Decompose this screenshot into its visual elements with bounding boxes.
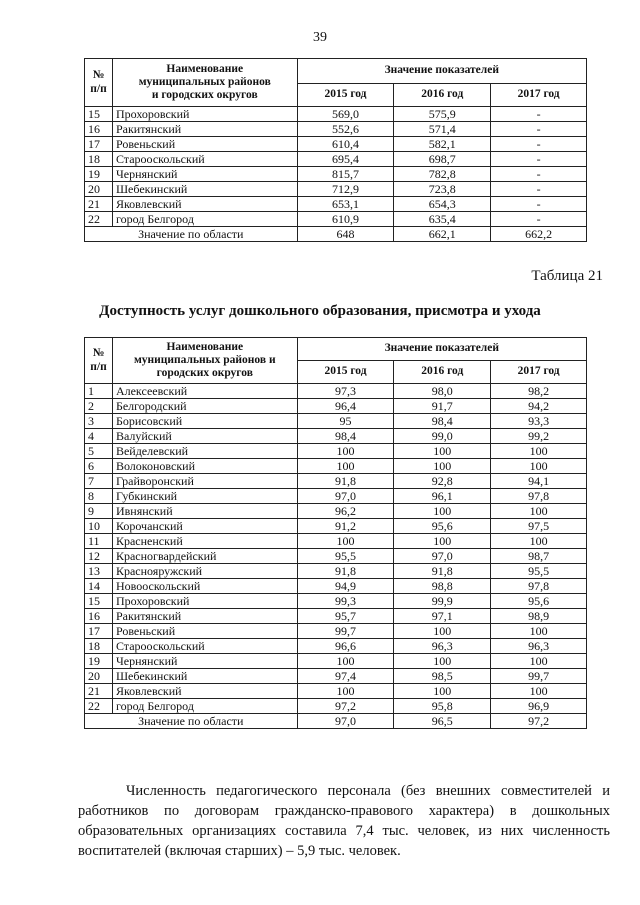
header-year-2016: 2016 год (394, 361, 491, 384)
row-name: Губкинский (112, 489, 297, 504)
table-preschool-availability (84, 337, 587, 729)
row-value-2015: 98,4 (297, 429, 394, 444)
row-value-2015: 100 (297, 444, 394, 459)
row-num: 10 (85, 519, 113, 534)
row-num: 6 (85, 459, 113, 474)
row-value-2016: 91,7 (394, 399, 491, 414)
row-num: 12 (85, 549, 113, 564)
row-value-2016: 100 (394, 504, 491, 519)
row-value-2017: 100 (491, 654, 587, 669)
row-value-2015: 610,4 (297, 137, 394, 152)
row-name: Ракитянский (112, 609, 297, 624)
table-row (85, 182, 587, 197)
row-value-2015: 94,9 (297, 579, 394, 594)
row-name: Ровеньский (112, 624, 297, 639)
row-num: 17 (85, 624, 113, 639)
row-value-2017: 98,2 (491, 384, 587, 399)
row-value-2017: 97,8 (491, 579, 587, 594)
row-value-2017: 93,3 (491, 414, 587, 429)
row-value-2015: 100 (297, 534, 394, 549)
total-row (85, 227, 587, 242)
table-row (85, 399, 587, 414)
row-value-2017: 96,3 (491, 639, 587, 654)
row-value-2017: 99,7 (491, 669, 587, 684)
total-value-2017: 662,2 (491, 227, 587, 242)
row-value-2016: 698,7 (394, 152, 491, 167)
row-value-2017: 94,2 (491, 399, 587, 414)
row-num: 20 (85, 669, 113, 684)
row-value-2016: 100 (394, 654, 491, 669)
table-row (85, 534, 587, 549)
row-num: 13 (85, 564, 113, 579)
header-values-group: Значение показателей (297, 338, 586, 361)
table-row (85, 429, 587, 444)
table-row (85, 699, 587, 714)
table-row (85, 669, 587, 684)
row-value-2016: 98,0 (394, 384, 491, 399)
row-num: 4 (85, 429, 113, 444)
row-num: 17 (85, 137, 113, 152)
row-name: Грайворонский (112, 474, 297, 489)
row-name: Белгородский (112, 399, 297, 414)
row-name: Чернянский (112, 167, 297, 182)
table-row (85, 684, 587, 699)
row-num: 20 (85, 182, 113, 197)
row-value-2016: 100 (394, 534, 491, 549)
row-name: Краснояружский (112, 564, 297, 579)
row-num: 18 (85, 639, 113, 654)
row-value-2017: 99,2 (491, 429, 587, 444)
table-title: Доступность услуг дошкольного образования, присмотра и ухода (99, 303, 541, 319)
table-row (85, 654, 587, 669)
header-year-2015: 2015 год (297, 361, 394, 384)
row-value-2016: 98,8 (394, 579, 491, 594)
table-row (85, 459, 587, 474)
row-name: Корочанский (112, 519, 297, 534)
table-row (85, 122, 587, 137)
row-value-2016: 95,8 (394, 699, 491, 714)
row-value-2015: 96,6 (297, 639, 394, 654)
row-value-2015: 91,2 (297, 519, 394, 534)
row-value-2016: 95,6 (394, 519, 491, 534)
row-value-2015: 100 (297, 459, 394, 474)
table-row (85, 414, 587, 429)
row-name: Яковлевский (112, 197, 297, 212)
row-name: Шебекинский (112, 669, 297, 684)
row-value-2017: 100 (491, 459, 587, 474)
row-num: 8 (85, 489, 113, 504)
row-value-2015: 91,8 (297, 564, 394, 579)
table-row (85, 167, 587, 182)
row-value-2017: - (491, 182, 587, 197)
total-value-2015: 97,0 (297, 714, 394, 729)
row-num: 3 (85, 414, 113, 429)
row-value-2017: - (491, 197, 587, 212)
total-label: Значение по области (85, 714, 298, 729)
row-value-2016: 92,8 (394, 474, 491, 489)
row-name: Ровеньский (112, 137, 297, 152)
total-value-2015: 648 (297, 227, 394, 242)
row-value-2015: 96,2 (297, 504, 394, 519)
row-name: Прохоровский (112, 107, 297, 122)
row-value-2015: 815,7 (297, 167, 394, 182)
row-value-2015: 695,4 (297, 152, 394, 167)
row-value-2017: 98,7 (491, 549, 587, 564)
table-row (85, 444, 587, 459)
row-name: Валуйский (112, 429, 297, 444)
row-value-2015: 712,9 (297, 182, 394, 197)
row-name: Волоконовский (112, 459, 297, 474)
row-value-2017: - (491, 137, 587, 152)
row-name: Яковлевский (112, 684, 297, 699)
row-value-2015: 97,3 (297, 384, 394, 399)
row-value-2017: 95,5 (491, 564, 587, 579)
table-row (85, 564, 587, 579)
header-year-2017: 2017 год (491, 361, 587, 384)
row-value-2017: 95,6 (491, 594, 587, 609)
row-name: Прохоровский (112, 594, 297, 609)
table-row (85, 519, 587, 534)
row-value-2015: 552,6 (297, 122, 394, 137)
row-num: 5 (85, 444, 113, 459)
row-value-2016: 99,9 (394, 594, 491, 609)
table-row (85, 609, 587, 624)
table-row (85, 384, 587, 399)
row-name: Красногвардейский (112, 549, 297, 564)
row-name: Ракитянский (112, 122, 297, 137)
row-value-2015: 653,1 (297, 197, 394, 212)
header-year-2016: 2016 год (394, 84, 491, 107)
row-num: 16 (85, 609, 113, 624)
row-num: 9 (85, 504, 113, 519)
row-value-2016: 575,9 (394, 107, 491, 122)
row-name: город Белгород (112, 212, 297, 227)
row-value-2016: 96,1 (394, 489, 491, 504)
row-value-2017: 98,9 (491, 609, 587, 624)
row-value-2015: 99,3 (297, 594, 394, 609)
row-value-2017: 100 (491, 624, 587, 639)
table-row (85, 639, 587, 654)
row-num: 18 (85, 152, 113, 167)
total-value-2016: 96,5 (394, 714, 491, 729)
row-name: Ивнянский (112, 504, 297, 519)
row-value-2016: 96,3 (394, 639, 491, 654)
row-value-2016: 98,4 (394, 414, 491, 429)
row-value-2017: 97,5 (491, 519, 587, 534)
row-num: 16 (85, 122, 113, 137)
row-value-2016: 635,4 (394, 212, 491, 227)
table-row (85, 197, 587, 212)
table-label: Таблица 21 (531, 268, 603, 284)
row-value-2015: 569,0 (297, 107, 394, 122)
row-name: Алексеевский (112, 384, 297, 399)
row-num: 21 (85, 684, 113, 699)
header-values-group: Значение показателей (297, 59, 586, 84)
staff-paragraph: Численность педагогического персонала (без внешних совместителей и работников по договорам гражданско-правового характера) в дошкольных образовательных организациях составила 7,4 тыс. человек, из них численность воспитателей (включая старших) – 5,9 тыс. человек. (78, 782, 610, 859)
header-name: Наименование муниципальных районов и городских округов (112, 59, 297, 107)
row-value-2015: 99,7 (297, 624, 394, 639)
row-name: Вейделевский (112, 444, 297, 459)
row-value-2017: 100 (491, 504, 587, 519)
row-num: 2 (85, 399, 113, 414)
row-value-2016: 100 (394, 459, 491, 474)
total-value-2016: 662,1 (394, 227, 491, 242)
row-value-2016: 97,1 (394, 609, 491, 624)
row-num: 19 (85, 167, 113, 182)
row-value-2017: - (491, 167, 587, 182)
row-value-2015: 95 (297, 414, 394, 429)
row-value-2016: 97,0 (394, 549, 491, 564)
row-name: город Белгород (112, 699, 297, 714)
table-row (85, 624, 587, 639)
row-value-2015: 610,9 (297, 212, 394, 227)
row-num: 7 (85, 474, 113, 489)
row-value-2017: - (491, 152, 587, 167)
row-num: 22 (85, 699, 113, 714)
row-num: 11 (85, 534, 113, 549)
row-num: 19 (85, 654, 113, 669)
row-name: Красненский (112, 534, 297, 549)
row-value-2015: 97,0 (297, 489, 394, 504)
row-name: Борисовский (112, 414, 297, 429)
total-value-2017: 97,2 (491, 714, 587, 729)
header-name: Наименование муниципальных районов и городских округов (112, 338, 297, 384)
header-num: № п/п (85, 59, 113, 107)
row-value-2016: 91,8 (394, 564, 491, 579)
row-value-2016: 100 (394, 684, 491, 699)
row-name: Чернянский (112, 654, 297, 669)
row-value-2015: 91,8 (297, 474, 394, 489)
table-row (85, 152, 587, 167)
table-row (85, 474, 587, 489)
table-row (85, 579, 587, 594)
row-name: Старооскольский (112, 639, 297, 654)
row-value-2015: 95,5 (297, 549, 394, 564)
table-row (85, 504, 587, 519)
row-value-2016: 723,8 (394, 182, 491, 197)
row-value-2017: 97,8 (491, 489, 587, 504)
row-num: 15 (85, 107, 113, 122)
total-label: Значение по области (85, 227, 298, 242)
row-value-2015: 96,4 (297, 399, 394, 414)
row-value-2015: 95,7 (297, 609, 394, 624)
table-row (85, 137, 587, 152)
table-row (85, 212, 587, 227)
row-value-2016: 100 (394, 444, 491, 459)
row-value-2017: 94,1 (491, 474, 587, 489)
row-value-2016: 100 (394, 624, 491, 639)
table-row (85, 549, 587, 564)
table-row (85, 489, 587, 504)
row-value-2017: - (491, 107, 587, 122)
row-value-2016: 782,8 (394, 167, 491, 182)
row-value-2017: - (491, 122, 587, 137)
row-value-2017: - (491, 212, 587, 227)
table-municipal-values-continued (84, 58, 587, 242)
row-value-2015: 100 (297, 684, 394, 699)
table-row (85, 107, 587, 122)
header-year-2017: 2017 год (491, 84, 587, 107)
row-value-2016: 571,4 (394, 122, 491, 137)
header-num: № п/п (85, 338, 113, 384)
row-value-2017: 96,9 (491, 699, 587, 714)
table-row (85, 594, 587, 609)
page-number: 39 (313, 30, 327, 45)
row-value-2017: 100 (491, 444, 587, 459)
row-name: Новооскольский (112, 579, 297, 594)
row-value-2017: 100 (491, 684, 587, 699)
row-value-2015: 97,2 (297, 699, 394, 714)
row-value-2016: 99,0 (394, 429, 491, 444)
row-value-2015: 97,4 (297, 669, 394, 684)
row-num: 21 (85, 197, 113, 212)
total-row (85, 714, 587, 729)
row-name: Старооскольский (112, 152, 297, 167)
header-year-2015: 2015 год (297, 84, 394, 107)
row-num: 1 (85, 384, 113, 399)
row-value-2016: 98,5 (394, 669, 491, 684)
row-value-2016: 582,1 (394, 137, 491, 152)
row-value-2016: 654,3 (394, 197, 491, 212)
row-value-2017: 100 (491, 534, 587, 549)
row-num: 15 (85, 594, 113, 609)
row-value-2015: 100 (297, 654, 394, 669)
row-num: 14 (85, 579, 113, 594)
row-name: Шебекинский (112, 182, 297, 197)
row-num: 22 (85, 212, 113, 227)
